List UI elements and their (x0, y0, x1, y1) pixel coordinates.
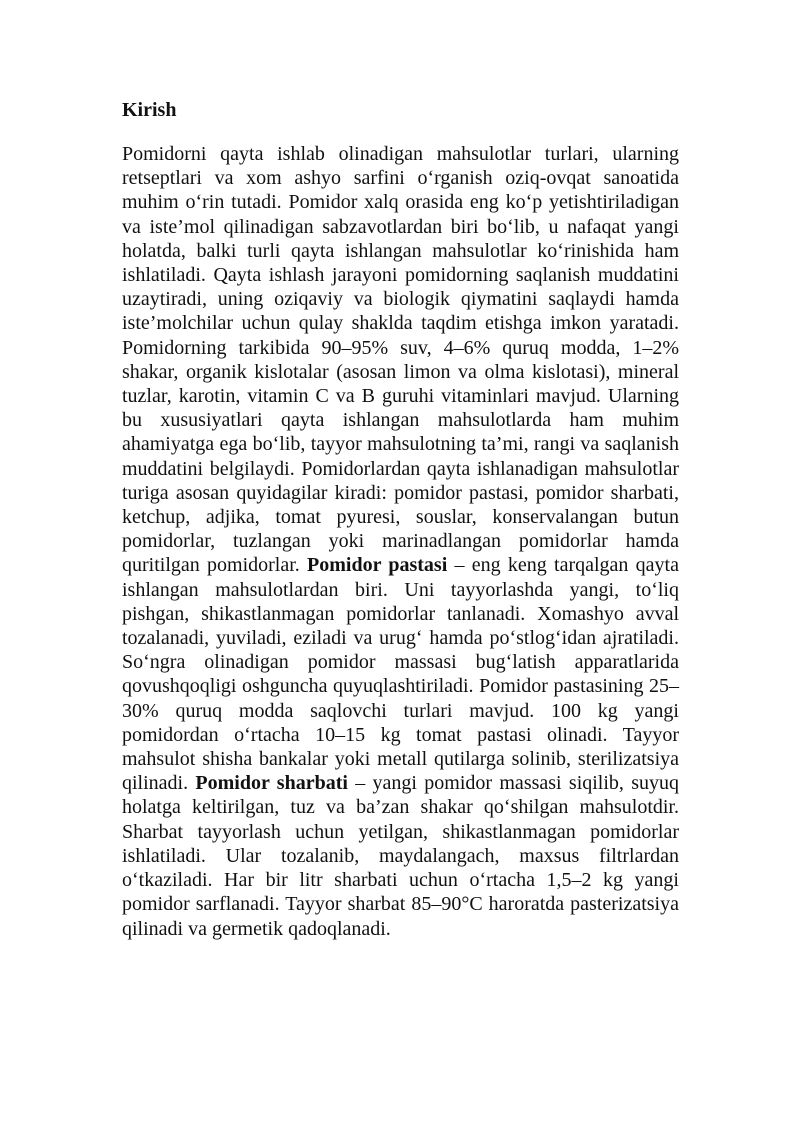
paragraph-text-tomato-juice: – yangi pomidor massasi siqilib, suyuq holatga keltirilgan, tuz va ba’zan shakar qo‘shilgan mahsulotdir. Sharbat tayyorlash uchun yetilgan, shikastlanmagan pomidorlar ishlatiladi. Ular tozalanib, maydalangach, maxsus filtrlardan o‘tkaziladi. Har bir litr sharbati uchun o‘rtacha 1,5–2 kg yangi pomidor sarflanadi. Tayyor sharbat 85–90°C haroratda pasterizatsiya qilinadi va germetik qadoqlanadi. (122, 772, 680, 940)
body-paragraph (122, 142, 679, 941)
document-page (122, 96, 679, 941)
paragraph-text-tomato-paste: – eng keng tarqalgan qayta ishlangan mahsulotlardan biri. Uni tayyorlashda yangi, to‘liq pishgan, shikastlanmagan pomidorlar tanlanadi. Xomashyo avval tozalanadi, yuviladi, eziladi va urug‘ hamda po‘stlog‘idan ajratiladi. So‘ngra olinadigan pomidor massasi bug‘latish apparatlarida qovushqoqligi oshguncha quyuqlashtiriladi. Pomidor pastasining 25–30% quruq modda saqlovchi turlari mavjud. 100 kg yangi pomidordan o‘rtacha 10–15 kg tomat pastasi olinadi. Tayyor mahsulot shisha bankalar yoki metall qutilarga solinib, sterilizatsiya qilinadi. (122, 554, 679, 795)
term-tomato-juice: Pomidor sharbati (195, 772, 348, 795)
section-heading: Kirish (122, 99, 177, 121)
paragraph-text-intro: Pomidorni qayta ishlab olinadigan mahsulotlar turlari, ularning retseptlari va xom ashyo sarfini o‘rganish oziq-ovqat sanoatida muhim o‘rin tutadi. Pomidor xalq orasida eng ko‘p yetishtiriladigan va iste’mol qilinadigan sabzavotlardan biri bo‘lib, u nafaqat yangi holatda, balki turli qayta ishlangan mahsulotlar ko‘rinishida ham ishlatiladi. Qayta ishlash jarayoni pomidorning saqlanish muddatini uzaytiradi, uning oziqaviy va biologik qiymatini saqlaydi hamda iste’molchilar uchun qulay shaklda taqdim etishga imkon yaratadi. Pomidorning tarkibida 90–95% suv, 4–6% quruq modda, 1–2% shakar, organik kislotalar (asosan limon va olma kislotasi), mineral tuzlar, karotin, vitamin C va B guruhi vitaminlari mavjud. Ularning bu xususiyatlari qayta ishlangan mahsulotlarda ham muhim ahamiyatga ega bo‘lib, tayyor mahsulotning ta’mi, rangi va saqlanish muddatini belgilaydi. Pomidorlardan qayta ishlanadigan mahsulotlar turiga asosan quyidagilar kiradi: pomidor pastasi, pomidor sharbati, ketchup, adjika, tomat pyuresi, souslar, konservalangan butun pomidorlar, tuzlangan yoki marinadlangan pomidorlar hamda quritilgan pomidorlar. (122, 143, 679, 577)
term-tomato-paste: Pomidor pastasi (307, 554, 448, 577)
